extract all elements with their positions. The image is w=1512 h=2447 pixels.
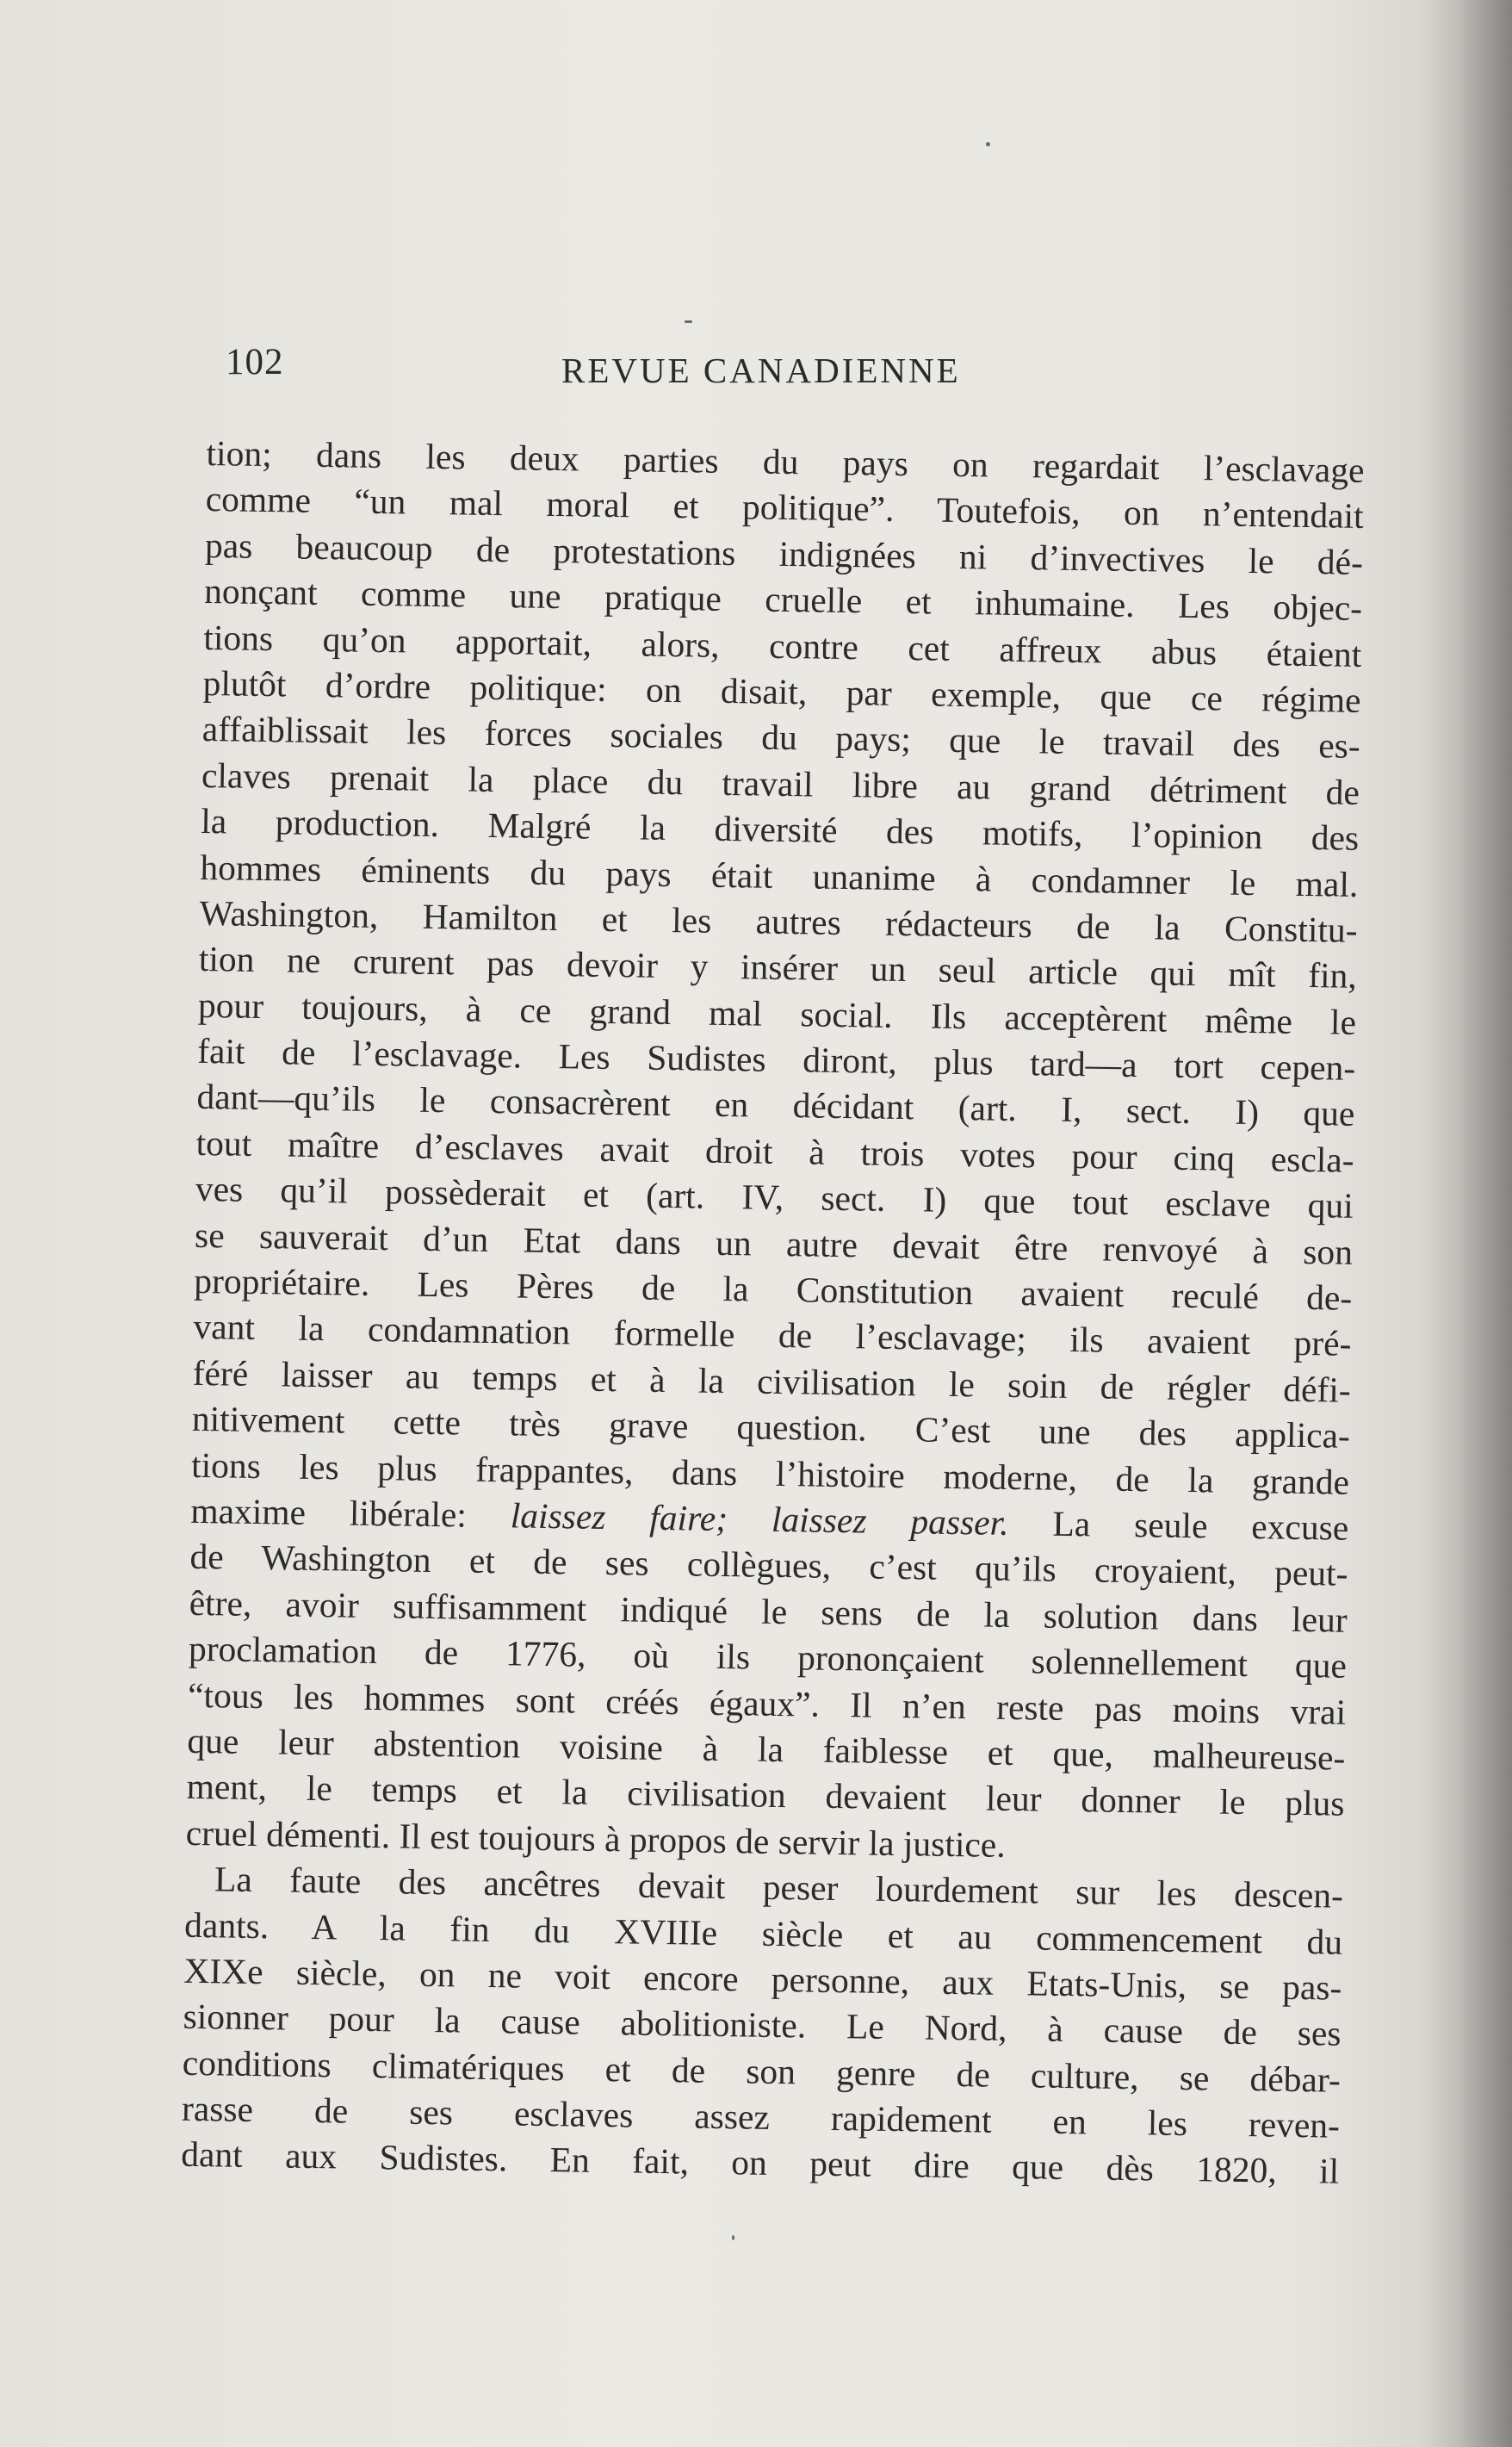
text-line: conditions climatériques et de son genre de culture, se débar- — [182, 2042, 1342, 2100]
text-line: tion ne crurent pas devoir y insérer un seul article qui mît fin, — [198, 939, 1358, 997]
text-line: ves qu’il possèderait et (art. IV, sect. I) que tout esclave qui — [195, 1169, 1354, 1227]
text-line: proclamation de 1776, où ils prononçaient solennellement que — [188, 1629, 1348, 1686]
page-header — [226, 336, 1138, 396]
text-line: être, avoir suffisamment indiqué le sens de la solution dans leur — [189, 1582, 1348, 1640]
text-line: pour toujours, à ce grand mal social. Ils acceptèrent même le — [197, 984, 1357, 1042]
page-number: 102 — [226, 342, 284, 382]
text-line: dant—qu’ils le consacrèrent en décidant (art. I, sect. I) que — [196, 1077, 1355, 1134]
text-line: dants. A la fin du XVIIIe siècle et au commencement du — [183, 1904, 1343, 1962]
text-line: “tous les hommes sont créés égaux”. Il n’en reste pas moins vrai — [187, 1674, 1347, 1732]
text-line: nitivement cette très grave question. C’est une des applica- — [191, 1399, 1351, 1456]
text-line: tions les plus frappantes, dans l’histoire moderne, de la grande — [190, 1444, 1350, 1502]
text-line: Washington, Hamilton et les autres rédacteurs de la Constitu- — [199, 892, 1358, 950]
text-line: se sauverait d’un Etat dans un autre devait être renvoyé à son — [194, 1214, 1354, 1272]
text-line: comme “un mal moral et politique”. Toutefois, on n’entendait — [205, 479, 1365, 537]
text-line: tout maître d’esclaves avait droit à trois votes pour cinq escla- — [195, 1122, 1354, 1180]
text-line: rasse de ses esclaves assez rapidement en les reven- — [181, 2088, 1341, 2146]
text-line: plutôt d’ordre politique: on disait, par exemple, que ce régime — [202, 662, 1361, 720]
maxim-prefix: maxime libérale: — [190, 1490, 511, 1536]
text-line: ment, le temps et la civilisation devaient leur donner le plus — [186, 1767, 1345, 1824]
text-line: fait de l’esclavage. Les Sudistes diront, plus tard—a tort cepen- — [196, 1031, 1356, 1088]
text-line: sionner pour la cause abolitioniste. Le Nord, à cause de ses — [183, 1997, 1342, 2054]
text-line: féré laisser au temps et à la civilisation le soin de régler défi- — [192, 1352, 1351, 1410]
speck-mark — [685, 320, 692, 323]
text-line: de Washington et de ses collègues, c’est qu’ils croyaient, peut- — [189, 1537, 1348, 1594]
text-line: XIXe siècle, on ne voit encore personne, aux Etats-Unis, se pas- — [183, 1950, 1342, 2008]
maxim-suffix: La seule excuse — [1008, 1502, 1349, 1548]
text-line: tions qu’on apportait, alors, contre cet affreux abus étaient — [203, 617, 1362, 674]
maxim-italic: laissez faire; laissez passer. — [510, 1495, 1009, 1543]
text-line: hommes éminents du pays était unanime à condamner le mal. — [200, 847, 1359, 904]
text-line: claves prenait la place du travail libre au grand détriment de — [201, 755, 1360, 812]
text-line: tion; dans les deux parties du pays on regardait l’esclavage — [206, 432, 1365, 490]
text-line: propriétaire. Les Pères de la Constitution avaient reculé de- — [194, 1260, 1353, 1318]
text-line: pas beaucoup de protestations indignées ni d’invectives le dé- — [204, 525, 1364, 582]
page-fold-shadow — [1460, 0, 1512, 2447]
text-line: affaiblissait les forces sociales du pays; que le travail des es- — [201, 709, 1361, 767]
text-line: la production. Malgré la diversité des motifs, l’opinion des — [200, 801, 1360, 859]
speck-mark — [732, 2235, 734, 2240]
speck-mark — [986, 142, 990, 146]
text-line: vant la condamnation formelle de l’esclavage; ils avaient pré- — [193, 1307, 1352, 1364]
body-text — [181, 431, 1365, 2195]
text-line: dant aux Sudistes. En fait, on peut dire que dès 1820, il — [180, 2134, 1340, 2192]
text-line: nonçant comme une pratique cruelle et inhumaine. Les objec- — [203, 571, 1363, 629]
text-line: que leur abstention voisine à la faiblesse et que, malheureuse- — [187, 1720, 1346, 1778]
paragraph-start-line: La faute des ancêtres devait peser lourdement sur les descen- — [214, 1859, 1344, 1916]
running-title: REVUE CANADIENNE — [561, 351, 961, 390]
paragraph-end-line: cruel démenti. Il est toujours à propos de servir la justice. — [185, 1812, 1007, 1865]
